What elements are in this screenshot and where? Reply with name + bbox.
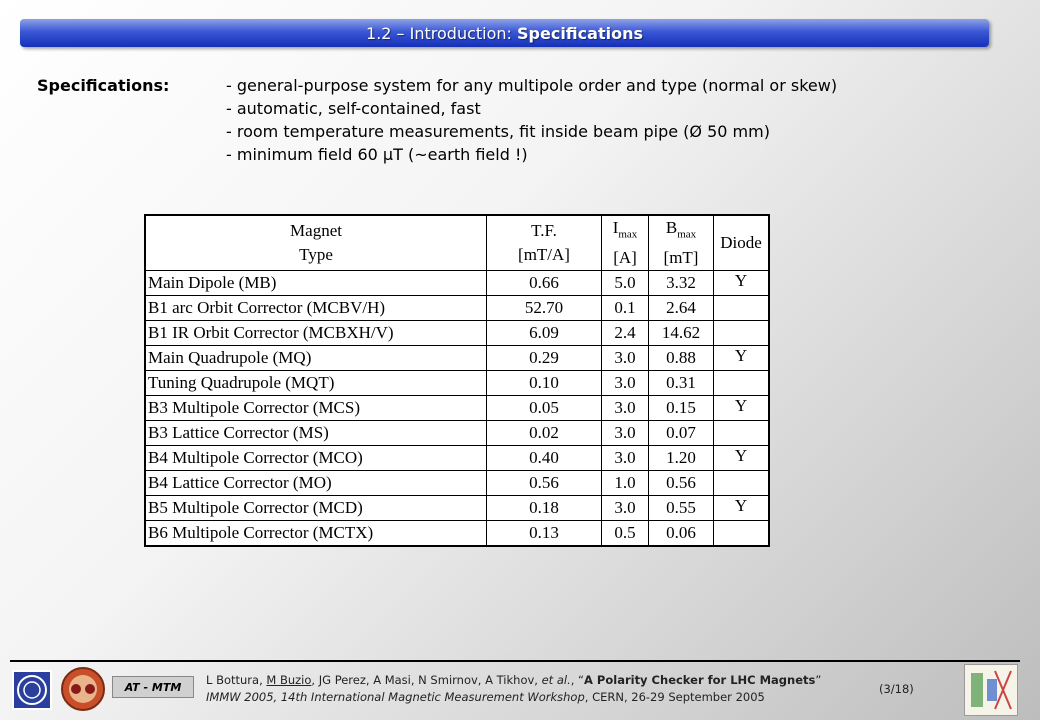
cell-tf: 6.09 [487,321,602,346]
header-type: Type [299,245,333,265]
table-row [145,521,769,547]
cell-magnet-type: Tuning Quadrupole (MQT) [145,371,487,396]
table-row [145,446,769,471]
lhc-magnet-logo [58,666,108,712]
table-row [145,471,769,496]
cell-diode: Y [714,396,770,421]
header-imax-unit: [A] [613,248,637,268]
header-tf-unit: [mT/A] [518,245,570,265]
table-row [145,496,769,521]
cell-magnet-type: B4 Multipole Corrector (MCO) [145,446,487,471]
cell-bmax: 0.15 [649,396,714,421]
cell-tf: 0.02 [487,421,602,446]
cern-logo [12,670,52,710]
cell-bmax: 0.31 [649,371,714,396]
cell-imax: 3.0 [602,371,649,396]
table-row [145,271,769,296]
cell-diode: Y [714,271,770,296]
header-tf [487,215,602,271]
at-mtm-logo: AT - MTM [112,676,194,698]
cell-bmax: 2.64 [649,296,714,321]
table-row [145,421,769,446]
cell-diode [714,421,770,446]
cell-tf: 0.66 [487,271,602,296]
cell-diode: Y [714,446,770,471]
header-imax [602,215,649,271]
citation-talk-title: A Polarity Checker for LHC Magnets [584,673,816,687]
immw-logo [964,664,1018,716]
slide-title-bold: Specifications [517,23,643,43]
citation-presenter: M Buzio [266,673,312,687]
cell-bmax: 3.32 [649,271,714,296]
cell-diode [714,471,770,496]
cell-magnet-type: Main Dipole (MB) [145,271,487,296]
header-imax-symbol: I [612,218,619,237]
cell-diode [714,371,770,396]
cell-imax: 0.5 [602,521,649,547]
cell-magnet-type: B4 Lattice Corrector (MO) [145,471,487,496]
header-diode: Diode [714,215,770,271]
cell-magnet-type: B3 Multipole Corrector (MCS) [145,396,487,421]
table-row [145,296,769,321]
citation-line-2 [206,689,821,706]
cell-bmax: 0.55 [649,496,714,521]
header-bmax-unit: [mT] [663,248,699,268]
specifications-label: Specifications: [37,76,170,95]
cell-imax: 3.0 [602,496,649,521]
header-bmax-sub: max [677,228,697,241]
citation-et-al: et al. [541,673,571,687]
citation-authors-pre: L Bottura, [206,673,267,687]
cell-tf: 0.10 [487,371,602,396]
header-imax-sub: max [618,228,638,241]
cell-diode [714,321,770,346]
citation [206,672,821,706]
cell-magnet-type: B1 IR Orbit Corrector (MCBXH/V) [145,321,487,346]
table-header-row [145,215,769,271]
cell-tf: 0.05 [487,396,602,421]
slide-title [20,19,989,47]
citation-venue-post: , CERN, 26-29 September 2005 [584,690,765,704]
cell-tf: 52.70 [487,296,602,321]
spec-item: - general-purpose system for any multipole order and type (normal or skew) [226,76,838,95]
table-row [145,396,769,421]
footer-divider [10,660,1020,662]
header-bmax [649,215,714,271]
cell-imax: 5.0 [602,271,649,296]
table-row [145,321,769,346]
spec-item: - room temperature measurements, fit inside beam pipe (Ø 50 mm) [226,122,770,141]
cell-imax: 3.0 [602,421,649,446]
cell-magnet-type: B3 Lattice Corrector (MS) [145,421,487,446]
citation-venue: IMMW 2005, 14th International Magnetic Measurement Workshop [206,690,585,704]
header-magnet: Magnet [290,221,342,241]
table-row [145,346,769,371]
cern-logo-icon [15,673,49,707]
cell-bmax: 0.07 [649,421,714,446]
cell-tf: 0.18 [487,496,602,521]
cell-imax: 0.1 [602,296,649,321]
cell-bmax: 0.56 [649,471,714,496]
citation-close-quote: ” [815,673,822,687]
spec-item: - minimum field 60 μT (~earth field !) [226,145,528,164]
cell-tf: 0.29 [487,346,602,371]
specifications-list [226,76,837,168]
cell-tf: 0.56 [487,471,602,496]
citation-comma: , “ [570,673,585,687]
cell-bmax: 1.20 [649,446,714,471]
cell-imax: 1.0 [602,471,649,496]
cell-bmax: 14.62 [649,321,714,346]
cell-imax: 3.0 [602,396,649,421]
table-row [145,371,769,396]
slide-title-prefix: 1.2 – Introduction: [366,23,517,43]
cell-tf: 0.13 [487,521,602,547]
cell-diode [714,521,770,547]
citation-authors-post: , JG Perez, A Masi, N Smirnov, A Tikhov, [311,673,542,687]
cell-magnet-type: Main Quadrupole (MQ) [145,346,487,371]
cell-magnet-type: B1 arc Orbit Corrector (MCBV/H) [145,296,487,321]
spec-item: - automatic, self-contained, fast [226,99,481,118]
cell-bmax: 0.06 [649,521,714,547]
cell-imax: 3.0 [602,446,649,471]
cell-diode: Y [714,496,770,521]
cell-imax: 3.0 [602,346,649,371]
cell-diode: Y [714,346,770,371]
cell-bmax: 0.88 [649,346,714,371]
citation-line-1 [206,672,821,689]
cell-magnet-type: B6 Multipole Corrector (MCTX) [145,521,487,547]
magnet-table [144,214,770,547]
page-number: (3/18) [879,682,914,696]
cell-imax: 2.4 [602,321,649,346]
header-magnet-type [145,215,487,271]
cell-magnet-type: B5 Multipole Corrector (MCD) [145,496,487,521]
header-bmax-symbol: B [665,218,678,237]
cell-diode [714,296,770,321]
header-tf-label: T.F. [531,221,557,241]
cell-tf: 0.40 [487,446,602,471]
